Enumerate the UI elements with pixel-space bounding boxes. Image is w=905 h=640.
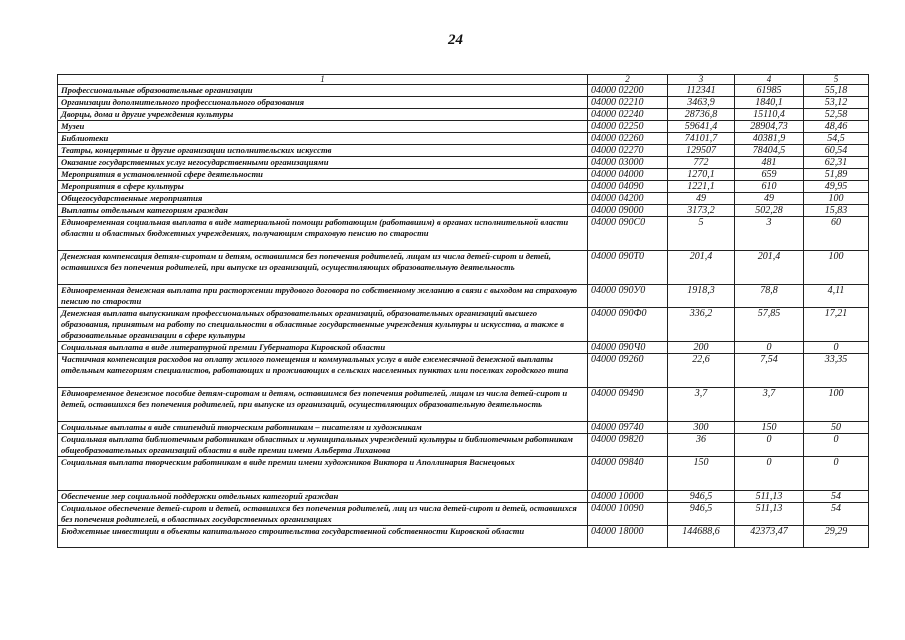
row-value-3: 22,6 — [668, 354, 735, 388]
row-name: Выплаты отдельным категориям граждан — [58, 205, 588, 217]
row-value-4: 150 — [735, 422, 804, 434]
row-code: 04000 02210 — [588, 97, 668, 109]
row-value-5: 50 — [804, 422, 869, 434]
column-header: 4 — [735, 75, 804, 85]
row-value-4: 42373,47 — [735, 526, 804, 548]
row-value-3: 200 — [668, 342, 735, 354]
row-code: 04000 02250 — [588, 121, 668, 133]
row-value-3: 3463,9 — [668, 97, 735, 109]
row-name: Мероприятия в сфере культуры — [58, 181, 588, 193]
row-code: 04000 10090 — [588, 503, 668, 526]
page-number: 24 — [448, 32, 463, 48]
row-value-4: 40381,9 — [735, 133, 804, 145]
table-row — [58, 169, 869, 181]
row-value-4: 502,28 — [735, 205, 804, 217]
table-row — [58, 157, 869, 169]
row-value-5: 52,58 — [804, 109, 869, 121]
row-code: 04000 04200 — [588, 193, 668, 205]
table-header-row — [58, 75, 869, 85]
table-row — [58, 205, 869, 217]
table-row — [58, 121, 869, 133]
column-header: 3 — [668, 75, 735, 85]
row-value-3: 144688,6 — [668, 526, 735, 548]
table-row — [58, 251, 869, 285]
row-code: 04000 090Т0 — [588, 251, 668, 285]
row-value-3: 59641,4 — [668, 121, 735, 133]
row-name: Денежная выплата выпускникам профессиональных образовательных организаций, образовательных организаций высшего образования, принятым на работу по специальности в областные государственные учреждения культуры и искусства, а также в образовательные организации в сфере культуры — [58, 308, 588, 342]
table-row — [58, 422, 869, 434]
row-value-4: 610 — [735, 181, 804, 193]
row-code: 04000 09000 — [588, 205, 668, 217]
row-value-4: 57,85 — [735, 308, 804, 342]
row-code: 04000 090Ф0 — [588, 308, 668, 342]
row-name: Социальная выплата в виде литературной премии Губернатора Кировской области — [58, 342, 588, 354]
table-row — [58, 109, 869, 121]
row-value-5: 49,95 — [804, 181, 869, 193]
table-row — [58, 503, 869, 526]
table-row — [58, 193, 869, 205]
row-value-5: 0 — [804, 457, 869, 491]
row-value-5: 60,54 — [804, 145, 869, 157]
row-value-5: 55,18 — [804, 85, 869, 97]
row-value-3: 336,2 — [668, 308, 735, 342]
row-name: Единовременное денежное пособие детям-сиротам и детям, оставшимся без попечения родителей, лицам из числа детей-сирот и детей, оставшихся без попечения родителей, при выпуске из организаций, осуществляющих образовательную деятельность — [58, 388, 588, 422]
row-value-5: 53,12 — [804, 97, 869, 109]
row-value-5: 54,5 — [804, 133, 869, 145]
row-value-5: 54 — [804, 503, 869, 526]
row-value-4: 61985 — [735, 85, 804, 97]
row-name: Мероприятия в установленной сфере деятельности — [58, 169, 588, 181]
row-name: Обеспечение мер социальной поддержки отдельных категорий граждан — [58, 491, 588, 503]
table-row — [58, 526, 869, 548]
row-value-3: 772 — [668, 157, 735, 169]
row-value-4: 481 — [735, 157, 804, 169]
row-value-3: 49 — [668, 193, 735, 205]
row-value-3: 1270,1 — [668, 169, 735, 181]
row-value-3: 300 — [668, 422, 735, 434]
table-row — [58, 308, 869, 342]
table-row — [58, 85, 869, 97]
row-name: Социальные выплаты в виде стипендий творческим работникам – писателям и художникам — [58, 422, 588, 434]
row-value-5: 100 — [804, 251, 869, 285]
row-value-3: 3173,2 — [668, 205, 735, 217]
row-name: Общегосударственные мероприятия — [58, 193, 588, 205]
row-code: 04000 09820 — [588, 434, 668, 457]
row-value-5: 62,31 — [804, 157, 869, 169]
row-value-5: 15,83 — [804, 205, 869, 217]
row-value-4: 78404,5 — [735, 145, 804, 157]
row-name: Социальная выплата библиотечным работникам областных и муниципальных учреждений культуры и библиотечным работникам общеобразовательных организаций области в виде премии имени Альберта Лиханова — [58, 434, 588, 457]
row-value-3: 946,5 — [668, 491, 735, 503]
row-value-5: 29,29 — [804, 526, 869, 548]
row-value-4: 78,8 — [735, 285, 804, 308]
row-value-5: 4,11 — [804, 285, 869, 308]
row-code: 04000 04090 — [588, 181, 668, 193]
row-value-5: 54 — [804, 491, 869, 503]
row-value-4: 0 — [735, 434, 804, 457]
row-value-3: 201,4 — [668, 251, 735, 285]
row-name: Единовременная денежная выплата при расторжении трудового договора по собственному желанию в связи с выходом на страховую пенсию по старости — [58, 285, 588, 308]
row-value-3: 28736,8 — [668, 109, 735, 121]
row-value-3: 3,7 — [668, 388, 735, 422]
row-value-4: 49 — [735, 193, 804, 205]
row-code: 04000 09740 — [588, 422, 668, 434]
row-value-5: 0 — [804, 434, 869, 457]
row-code: 04000 090У0 — [588, 285, 668, 308]
table-row — [58, 491, 869, 503]
row-name: Профессиональные образовательные организации — [58, 85, 588, 97]
table-row — [58, 133, 869, 145]
row-name: Библиотеки — [58, 133, 588, 145]
row-value-4: 15110,4 — [735, 109, 804, 121]
row-value-5: 51,89 — [804, 169, 869, 181]
row-name: Дворцы, дома и другие учреждения культуры — [58, 109, 588, 121]
row-value-5: 60 — [804, 217, 869, 251]
row-value-3: 5 — [668, 217, 735, 251]
budget-table — [57, 74, 869, 548]
row-code: 04000 10000 — [588, 491, 668, 503]
table-row — [58, 388, 869, 422]
table-row — [58, 145, 869, 157]
row-name: Театры, концертные и другие организации исполнительских искусств — [58, 145, 588, 157]
row-value-3: 129507 — [668, 145, 735, 157]
table-row — [58, 354, 869, 388]
row-value-5: 17,21 — [804, 308, 869, 342]
row-code: 04000 02200 — [588, 85, 668, 97]
row-code: 04000 18000 — [588, 526, 668, 548]
column-header: 1 — [58, 75, 588, 85]
table-row — [58, 217, 869, 251]
row-code: 04000 02260 — [588, 133, 668, 145]
row-code: 04000 09840 — [588, 457, 668, 491]
row-name: Денежная компенсация детям-сиротам и детям, оставшимся без попечения родителей, лицам из числа детей-сирот и детей, оставшихся без попечения родителей, при выпуске из организаций, осуществляющих образовательную деятельность — [58, 251, 588, 285]
row-value-3: 1221,1 — [668, 181, 735, 193]
row-value-4: 28904,73 — [735, 121, 804, 133]
row-value-5: 100 — [804, 193, 869, 205]
table-row — [58, 342, 869, 354]
row-value-4: 3 — [735, 217, 804, 251]
row-value-4: 1840,1 — [735, 97, 804, 109]
row-code: 04000 02270 — [588, 145, 668, 157]
row-value-4: 511,13 — [735, 491, 804, 503]
row-name: Социальная выплата творческим работникам в виде премии имени художников Виктора и Аполлинария Васнецовых — [58, 457, 588, 491]
row-code: 04000 03000 — [588, 157, 668, 169]
column-header: 2 — [588, 75, 668, 85]
row-name: Музеи — [58, 121, 588, 133]
row-value-3: 150 — [668, 457, 735, 491]
row-value-3: 112341 — [668, 85, 735, 97]
row-value-4: 0 — [735, 457, 804, 491]
row-value-4: 0 — [735, 342, 804, 354]
table-row — [58, 457, 869, 491]
row-name: Единовременная социальная выплата в виде материальной помощи работающим (работавшим) в органах исполнительной власти области и областных бюджетных учреждениях, получающим страховую пенсию по старости — [58, 217, 588, 251]
row-value-5: 33,35 — [804, 354, 869, 388]
table-row — [58, 97, 869, 109]
row-name: Организации дополнительного профессионального образования — [58, 97, 588, 109]
row-value-4: 659 — [735, 169, 804, 181]
row-value-3: 946,5 — [668, 503, 735, 526]
row-name: Социальное обеспечение детей-сирот и детей, оставшихся без попечения родителей, лиц из числа детей-сирот и детей, оставшихся без попечения родителей, в областных государственных организациях — [58, 503, 588, 526]
row-code: 04000 04000 — [588, 169, 668, 181]
row-value-5: 100 — [804, 388, 869, 422]
row-code: 04000 090С0 — [588, 217, 668, 251]
row-name: Частичная компенсация расходов на оплату жилого помещения и коммунальных услуг в виде ежемесячной денежной выплаты отдельным категориям специалистов, работающих и проживающих в сельских населенных пунктах или поселках городского типа — [58, 354, 588, 388]
row-code: 04000 09490 — [588, 388, 668, 422]
row-value-5: 0 — [804, 342, 869, 354]
row-name: Оказание государственных услуг негосударственными организациями — [58, 157, 588, 169]
column-header: 5 — [804, 75, 869, 85]
row-name: Бюджетные инвестиции в объекты капитального строительства государственной собственности Кировской области — [58, 526, 588, 548]
row-value-4: 3,7 — [735, 388, 804, 422]
row-code: 04000 02240 — [588, 109, 668, 121]
row-value-3: 74101,7 — [668, 133, 735, 145]
row-value-4: 201,4 — [735, 251, 804, 285]
table-row — [58, 434, 869, 457]
row-value-4: 511,13 — [735, 503, 804, 526]
row-code: 04000 090Ч0 — [588, 342, 668, 354]
row-code: 04000 09260 — [588, 354, 668, 388]
row-value-3: 36 — [668, 434, 735, 457]
table-row — [58, 285, 869, 308]
row-value-4: 7,54 — [735, 354, 804, 388]
row-value-5: 48,46 — [804, 121, 869, 133]
row-value-3: 1918,3 — [668, 285, 735, 308]
table-row — [58, 181, 869, 193]
